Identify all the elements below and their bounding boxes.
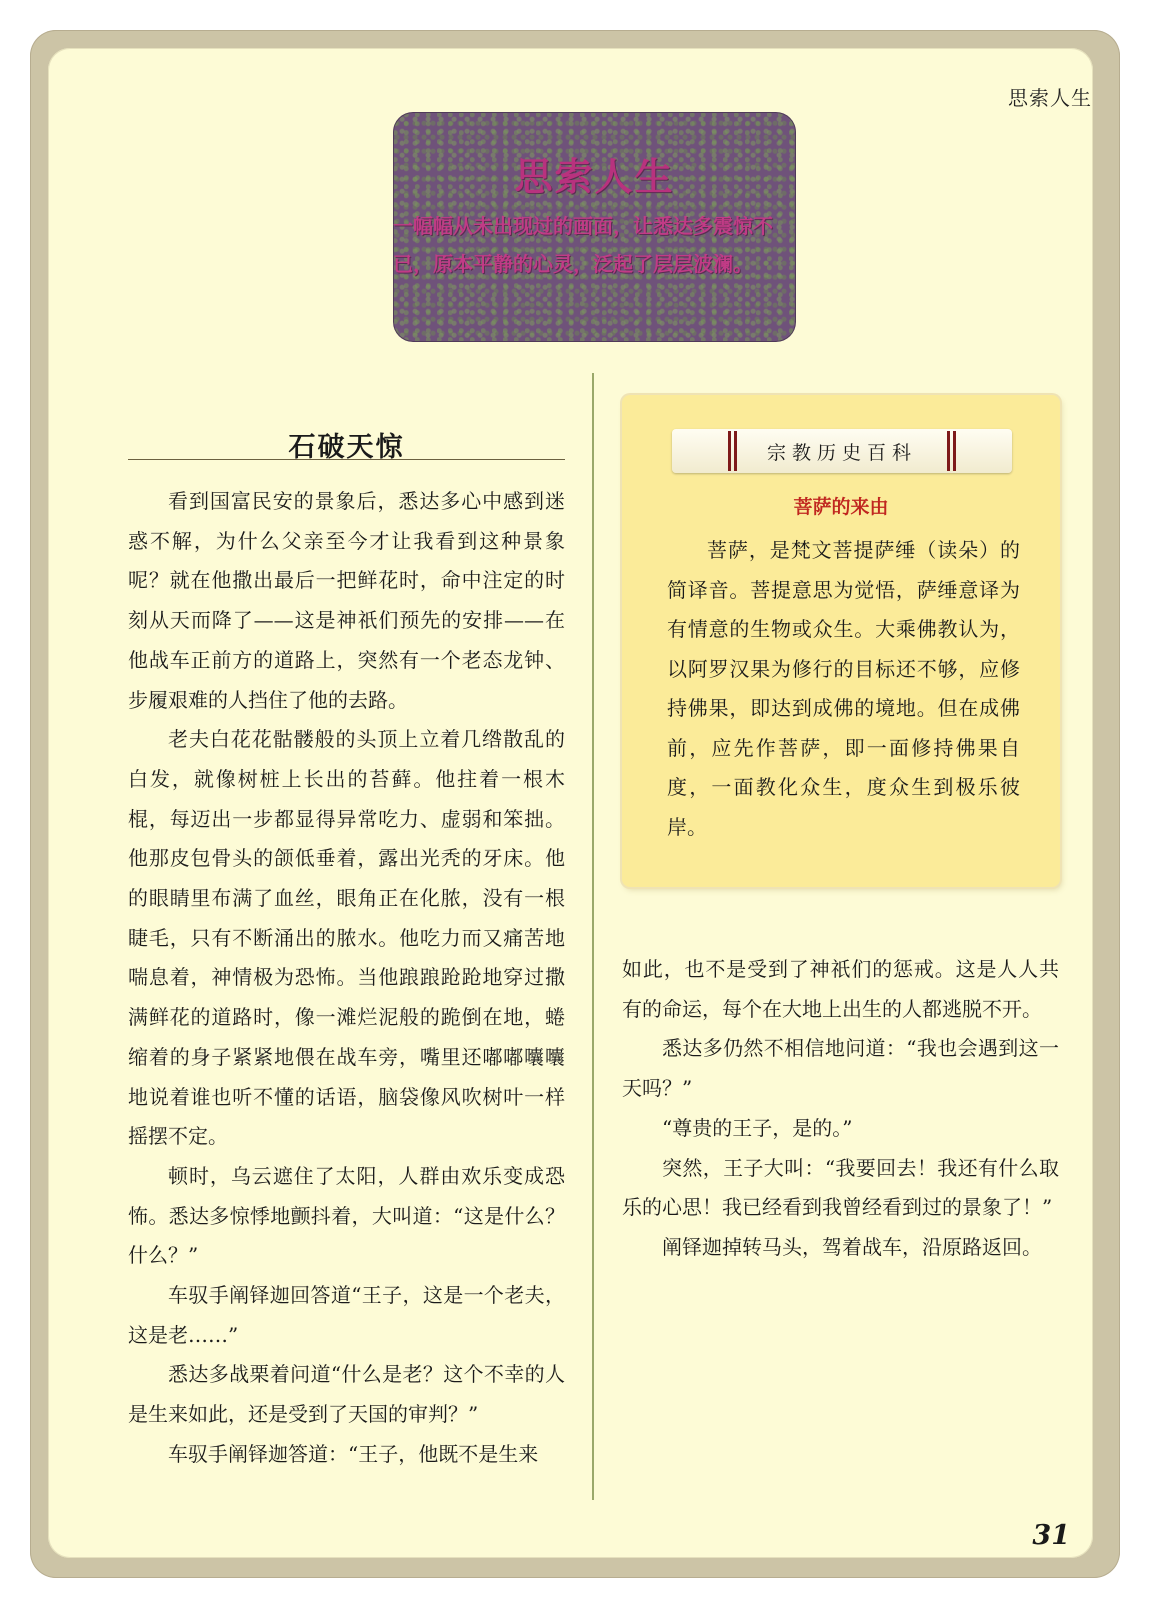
banner-label: 宗教历史百科 [766, 442, 917, 464]
paragraph: 顿时，乌云遮住了太阳，人群由欢乐变成恐怖。悉达多惊悸地颤抖着，大叫道：“这是什么？什么？” [128, 1163, 565, 1268]
paragraph: 阐铎迦掉转马头，驾着战车，沿原路返回。 [662, 1234, 1042, 1259]
paragraph: “尊贵的王子，是的。” [662, 1115, 853, 1140]
chapter-subtitle: 一幅幅从未出现过的画面，让悉达多震惊不已，原本平静的心灵，泛起了层层波澜。 [393, 214, 773, 276]
chapter-intro-box [393, 112, 796, 342]
title-rule [128, 459, 565, 460]
left-column [128, 482, 565, 1475]
paragraph-continuation: 如此，也不是受到了神祇们的惩戒。这是人人共有的命运，每个在大地上出生的人都逃脱不开。 [622, 957, 1059, 1021]
chapter-title: 思索人生 [514, 154, 675, 199]
page-number: 31 [1032, 1520, 1070, 1551]
sidebar-paragraph: 菩萨，是梵文菩提萨缍（读朵）的简译音。菩提意思为觉悟，萨缍意译为有情意的生物或众生。大乘佛教认为，以阿罗汉果为修行的目标还不够，应修持佛果，即达到成佛的境地。但在成佛前，应先作菩萨，即一面修持佛果自度，一面教化众生，度众生到极乐彼岸。 [667, 538, 1020, 839]
right-column [622, 950, 1059, 1268]
paragraph: 老夫白花花骷髅般的头顶上立着几绺散乱的白发，就像树桩上长出的苔藓。他拄着一根木棍，每迈出一步都显得异常吃力、虚弱和笨拙。他那皮包骨头的颌低垂着，露出光秃的牙床。他的眼睛里布满了血丝，眼角正在化脓，没有一根睫毛，只有不断涌出的脓水。他吃力而又痛苦地喘息着，神情极为恐怖。当他踉踉跄跄地穿过撒满鲜花的道路时，像一滩烂泥般的跪倒在地，蜷缩着的身子紧紧地偎在战车旁，嘴里还嘟嘟囔囔地说着谁也听不懂的话语，脑袋像风吹树叶一样摇摆不定。 [128, 727, 565, 1149]
paragraph: 车驭手阐铎迦答道：“王子，他既不是生来 [168, 1441, 539, 1466]
column-divider [592, 373, 594, 1500]
paragraph: 悉达多仍然不相信地问道：“我也会遇到这一天吗？” [622, 1036, 1059, 1101]
paragraph: 突然，王子大叫：“我要回去！我还有什么取乐的心思！我已经看到我曾经看到过的景象了！” [622, 1155, 1059, 1220]
paragraph: 车驭手阐铎迦回答道“王子，这是一个老夫，这是老……” [128, 1283, 565, 1347]
paragraph: 悉达多战栗着问道“什么是老？这个不幸的人是生来如此，还是受到了天国的审判？” [128, 1362, 565, 1427]
article-title: 石破天惊 [288, 432, 405, 463]
paragraph: 看到国富民安的景象后，悉达多心中感到迷惑不解，为什么父亲至今才让我看到这种景象呢？就在他撒出最后一把鲜花时，命中注定的时刻从天而降了——这是神祇们预先的安排——在他战车正前方的道路上，突然有一个老态龙钟、步履艰难的人挡住了他的去路。 [128, 489, 565, 712]
sidebar-banner [672, 429, 1012, 473]
encyclopedia-sidebar [622, 395, 1060, 887]
sidebar-body [667, 531, 1020, 847]
running-header: 思索人生 [1008, 86, 1092, 110]
sidebar-title: 菩萨的来由 [793, 496, 889, 518]
